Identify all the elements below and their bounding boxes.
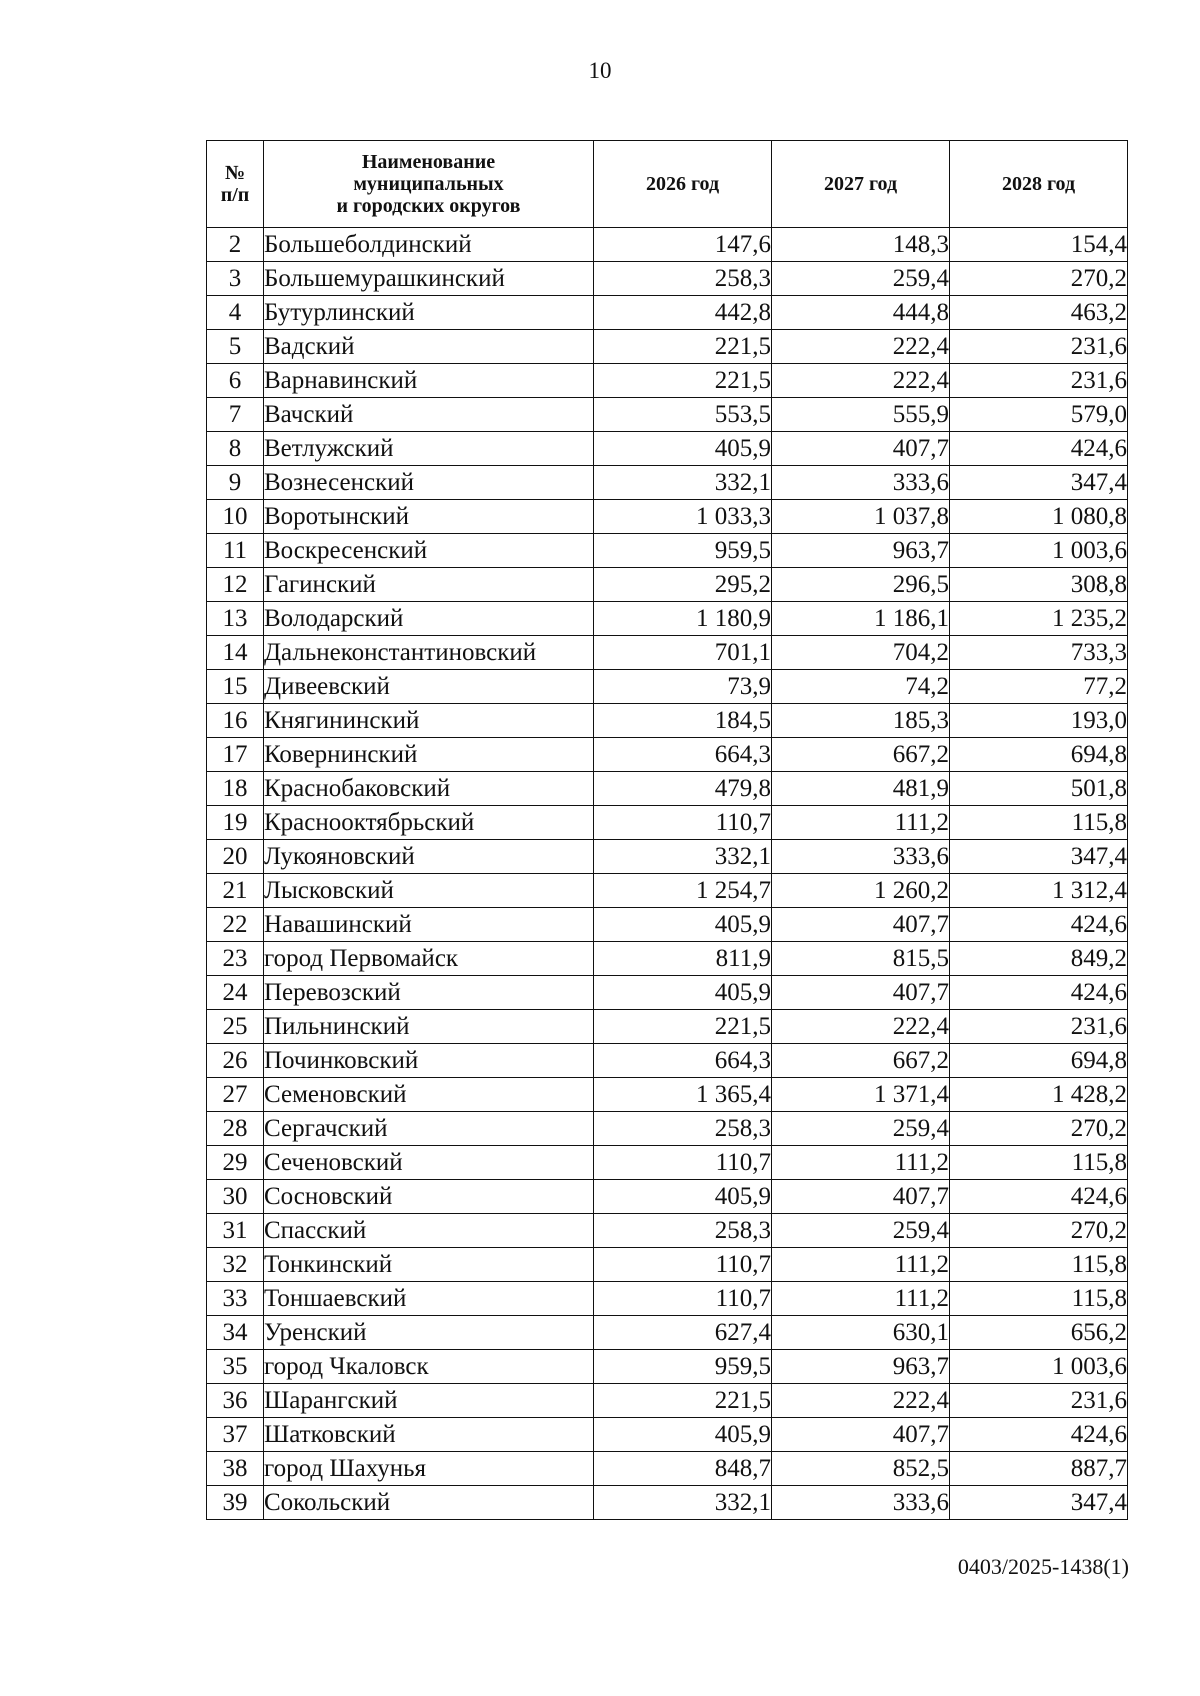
district-name-cell: Княгининский [264,704,594,738]
page-number: 10 [588,58,612,83]
row-number-cell: 6 [207,364,264,398]
table-row [207,1010,1128,1044]
value-2027-cell: 1 371,4 [772,1078,950,1112]
row-number-cell: 15 [207,670,264,704]
row-number-cell: 36 [207,1384,264,1418]
value-2026-cell: 1 254,7 [594,874,772,908]
value-2027-cell: 407,7 [772,976,950,1010]
value-2028-cell: 77,2 [950,670,1128,704]
district-name-cell: Краснобаковский [264,772,594,806]
row-number-cell: 21 [207,874,264,908]
district-name-cell: Ковернинский [264,738,594,772]
value-2027-cell: 222,4 [772,364,950,398]
row-number-cell: 32 [207,1248,264,1282]
value-2026-cell: 258,3 [594,1112,772,1146]
district-name-cell: Дивеевский [264,670,594,704]
table-row [207,806,1128,840]
value-2027-cell: 407,7 [772,908,950,942]
table-row [207,942,1128,976]
row-number-cell: 22 [207,908,264,942]
value-2027-cell: 1 186,1 [772,602,950,636]
table-row [207,1282,1128,1316]
table-row [207,330,1128,364]
value-2028-cell: 231,6 [950,1384,1128,1418]
district-name-cell: город Чкаловск [264,1350,594,1384]
table-row [207,1316,1128,1350]
row-number-cell: 35 [207,1350,264,1384]
table-row [207,500,1128,534]
district-name-cell: Сосновский [264,1180,594,1214]
table-row [207,874,1128,908]
table-row [207,738,1128,772]
value-2027-cell: 815,5 [772,942,950,976]
row-number-cell: 11 [207,534,264,568]
value-2026-cell: 221,5 [594,1010,772,1044]
value-2028-cell: 1 080,8 [950,500,1128,534]
value-2026-cell: 332,1 [594,840,772,874]
value-2026-cell: 848,7 [594,1452,772,1486]
col-header-number [207,141,264,228]
table-row [207,1214,1128,1248]
value-2027-cell: 111,2 [772,1146,950,1180]
value-2027-cell: 667,2 [772,1044,950,1078]
table-row [207,534,1128,568]
value-2027-cell: 333,6 [772,840,950,874]
district-name-cell: Лукояновский [264,840,594,874]
row-number-cell: 4 [207,296,264,330]
table-row [207,636,1128,670]
value-2028-cell: 656,2 [950,1316,1128,1350]
col-header-name [264,141,594,228]
row-number-cell: 34 [207,1316,264,1350]
table-row [207,364,1128,398]
value-2027-cell: 630,1 [772,1316,950,1350]
row-number-cell: 25 [207,1010,264,1044]
district-name-cell: Семеновский [264,1078,594,1112]
table-row [207,228,1128,262]
row-number-cell: 16 [207,704,264,738]
value-2028-cell: 270,2 [950,1112,1128,1146]
value-2027-cell: 259,4 [772,262,950,296]
value-2028-cell: 231,6 [950,1010,1128,1044]
value-2026-cell: 258,3 [594,262,772,296]
row-number-cell: 5 [207,330,264,364]
district-name-cell: Большемурашкинский [264,262,594,296]
table-body [207,228,1128,1520]
value-2027-cell: 667,2 [772,738,950,772]
value-2026-cell: 1 180,9 [594,602,772,636]
table-row [207,704,1128,738]
district-name-cell: Дальнеконстантиновский [264,636,594,670]
row-number-cell: 13 [207,602,264,636]
value-2027-cell: 407,7 [772,432,950,466]
value-2027-cell: 111,2 [772,806,950,840]
table-row [207,976,1128,1010]
district-name-cell: Сергачский [264,1112,594,1146]
value-2027-cell: 852,5 [772,1452,950,1486]
value-2028-cell: 424,6 [950,976,1128,1010]
table-row [207,432,1128,466]
row-number-cell: 24 [207,976,264,1010]
value-2026-cell: 110,7 [594,806,772,840]
value-2026-cell: 405,9 [594,432,772,466]
row-number-cell: 20 [207,840,264,874]
value-2028-cell: 887,7 [950,1452,1128,1486]
value-2027-cell: 481,9 [772,772,950,806]
value-2026-cell: 295,2 [594,568,772,602]
col-header-name-line: Наименование [361,151,496,173]
row-number-cell: 19 [207,806,264,840]
value-2028-cell: 1 312,4 [950,874,1128,908]
district-name-cell: Бутурлинский [264,296,594,330]
district-name-cell: Гагинский [264,568,594,602]
value-2027-cell: 407,7 [772,1180,950,1214]
district-name-cell: Шарангский [264,1384,594,1418]
table-row [207,262,1128,296]
document-code: 0403/2025-1438(1) [957,1554,1129,1579]
row-number-cell: 18 [207,772,264,806]
value-2028-cell: 694,8 [950,1044,1128,1078]
table-row [207,398,1128,432]
value-2027-cell: 444,8 [772,296,950,330]
district-name-cell: Воскресенский [264,534,594,568]
district-name-cell: город Шахунья [264,1452,594,1486]
col-header-number-line: п/п [220,184,250,206]
row-number-cell: 27 [207,1078,264,1112]
value-2027-cell: 259,4 [772,1112,950,1146]
value-2028-cell: 154,4 [950,228,1128,262]
row-number-cell: 30 [207,1180,264,1214]
value-2028-cell: 849,2 [950,942,1128,976]
district-name-cell: Воротынский [264,500,594,534]
value-2026-cell: 221,5 [594,1384,772,1418]
value-2026-cell: 405,9 [594,908,772,942]
value-2028-cell: 424,6 [950,908,1128,942]
table-row [207,670,1128,704]
value-2028-cell: 1 003,6 [950,534,1128,568]
value-2028-cell: 1 235,2 [950,602,1128,636]
value-2027-cell: 963,7 [772,534,950,568]
district-name-cell: Володарский [264,602,594,636]
district-name-cell: Ветлужский [264,432,594,466]
district-name-cell: Починковский [264,1044,594,1078]
table-row [207,1248,1128,1282]
value-2027-cell: 555,9 [772,398,950,432]
value-2028-cell: 501,8 [950,772,1128,806]
table-row [207,602,1128,636]
col-header-2028: 2028 год [950,141,1128,228]
col-header-number-line: № [224,162,246,184]
value-2026-cell: 332,1 [594,1486,772,1520]
value-2028-cell: 1 003,6 [950,1350,1128,1384]
value-2028-cell: 424,6 [950,432,1128,466]
row-number-cell: 17 [207,738,264,772]
value-2027-cell: 1 260,2 [772,874,950,908]
value-2027-cell: 333,6 [772,466,950,500]
value-2026-cell: 405,9 [594,976,772,1010]
col-header-name-line: и городских округов [336,195,521,217]
value-2026-cell: 332,1 [594,466,772,500]
value-2028-cell: 115,8 [950,806,1128,840]
table-row [207,908,1128,942]
value-2026-cell: 1 365,4 [594,1078,772,1112]
value-2028-cell: 115,8 [950,1146,1128,1180]
value-2026-cell: 553,5 [594,398,772,432]
value-2028-cell: 308,8 [950,568,1128,602]
table-row [207,1180,1128,1214]
value-2026-cell: 701,1 [594,636,772,670]
district-name-cell: город Первомайск [264,942,594,976]
value-2027-cell: 222,4 [772,1384,950,1418]
district-name-cell: Сеченовский [264,1146,594,1180]
row-number-cell: 39 [207,1486,264,1520]
value-2026-cell: 664,3 [594,738,772,772]
district-name-cell: Тонкинский [264,1248,594,1282]
value-2028-cell: 270,2 [950,262,1128,296]
table-row [207,568,1128,602]
value-2026-cell: 442,8 [594,296,772,330]
table-row [207,1350,1128,1384]
row-number-cell: 26 [207,1044,264,1078]
value-2027-cell: 222,4 [772,330,950,364]
district-name-cell: Уренский [264,1316,594,1350]
row-number-cell: 31 [207,1214,264,1248]
table-row [207,1452,1128,1486]
value-2027-cell: 1 037,8 [772,500,950,534]
value-2027-cell: 185,3 [772,704,950,738]
table-row [207,1418,1128,1452]
row-number-cell: 37 [207,1418,264,1452]
value-2026-cell: 221,5 [594,330,772,364]
value-2028-cell: 347,4 [950,840,1128,874]
row-number-cell: 14 [207,636,264,670]
value-2027-cell: 704,2 [772,636,950,670]
col-header-2026: 2026 год [594,141,772,228]
district-name-cell: Вачский [264,398,594,432]
row-number-cell: 3 [207,262,264,296]
value-2027-cell: 111,2 [772,1248,950,1282]
value-2026-cell: 664,3 [594,1044,772,1078]
value-2028-cell: 115,8 [950,1282,1128,1316]
row-number-cell: 9 [207,466,264,500]
value-2027-cell: 333,6 [772,1486,950,1520]
value-2026-cell: 1 033,3 [594,500,772,534]
value-2028-cell: 424,6 [950,1418,1128,1452]
value-2026-cell: 405,9 [594,1418,772,1452]
district-name-cell: Навашинский [264,908,594,942]
district-name-cell: Большеболдинский [264,228,594,262]
value-2027-cell: 148,3 [772,228,950,262]
table-row [207,1044,1128,1078]
row-number-cell: 23 [207,942,264,976]
value-2028-cell: 579,0 [950,398,1128,432]
row-number-cell: 38 [207,1452,264,1486]
table-row [207,296,1128,330]
value-2026-cell: 184,5 [594,704,772,738]
value-2026-cell: 811,9 [594,942,772,976]
value-2028-cell: 270,2 [950,1214,1128,1248]
district-name-cell: Тоншаевский [264,1282,594,1316]
value-2026-cell: 959,5 [594,534,772,568]
value-2026-cell: 221,5 [594,364,772,398]
table-row [207,1384,1128,1418]
value-2026-cell: 110,7 [594,1282,772,1316]
row-number-cell: 33 [207,1282,264,1316]
value-2027-cell: 222,4 [772,1010,950,1044]
row-number-cell: 12 [207,568,264,602]
value-2028-cell: 231,6 [950,330,1128,364]
value-2027-cell: 111,2 [772,1282,950,1316]
district-name-cell: Пильнинский [264,1010,594,1044]
value-2026-cell: 959,5 [594,1350,772,1384]
district-name-cell: Сокольский [264,1486,594,1520]
value-2028-cell: 424,6 [950,1180,1128,1214]
row-number-cell: 29 [207,1146,264,1180]
value-2027-cell: 259,4 [772,1214,950,1248]
district-name-cell: Вознесенский [264,466,594,500]
district-name-cell: Шатковский [264,1418,594,1452]
value-2027-cell: 407,7 [772,1418,950,1452]
value-2028-cell: 193,0 [950,704,1128,738]
value-2027-cell: 963,7 [772,1350,950,1384]
value-2026-cell: 73,9 [594,670,772,704]
row-number-cell: 8 [207,432,264,466]
value-2028-cell: 347,4 [950,466,1128,500]
value-2026-cell: 405,9 [594,1180,772,1214]
value-2028-cell: 733,3 [950,636,1128,670]
district-name-cell: Вадский [264,330,594,364]
district-name-cell: Лысковский [264,874,594,908]
row-number-cell: 28 [207,1112,264,1146]
value-2026-cell: 147,6 [594,228,772,262]
value-2028-cell: 231,6 [950,364,1128,398]
table-row [207,466,1128,500]
value-2027-cell: 296,5 [772,568,950,602]
table-row [207,1078,1128,1112]
value-2028-cell: 463,2 [950,296,1128,330]
district-name-cell: Варнавинский [264,364,594,398]
district-name-cell: Перевозский [264,976,594,1010]
value-2026-cell: 627,4 [594,1316,772,1350]
value-2026-cell: 110,7 [594,1146,772,1180]
value-2028-cell: 694,8 [950,738,1128,772]
table-header-row [207,141,1128,228]
col-header-name-line: муниципальных [353,173,504,195]
row-number-cell: 7 [207,398,264,432]
table-row [207,1112,1128,1146]
table-row [207,1486,1128,1520]
row-number-cell: 10 [207,500,264,534]
district-name-cell: Краснооктябрьский [264,806,594,840]
table-row [207,1146,1128,1180]
value-2028-cell: 1 428,2 [950,1078,1128,1112]
value-2028-cell: 347,4 [950,1486,1128,1520]
district-name-cell: Спасский [264,1214,594,1248]
col-header-2027: 2027 год [772,141,950,228]
value-2026-cell: 479,8 [594,772,772,806]
row-number-cell: 2 [207,228,264,262]
value-2027-cell: 74,2 [772,670,950,704]
value-2026-cell: 258,3 [594,1214,772,1248]
table-row [207,840,1128,874]
value-2028-cell: 115,8 [950,1248,1128,1282]
value-2026-cell: 110,7 [594,1248,772,1282]
table-row [207,772,1128,806]
allocation-table [206,140,1128,1520]
